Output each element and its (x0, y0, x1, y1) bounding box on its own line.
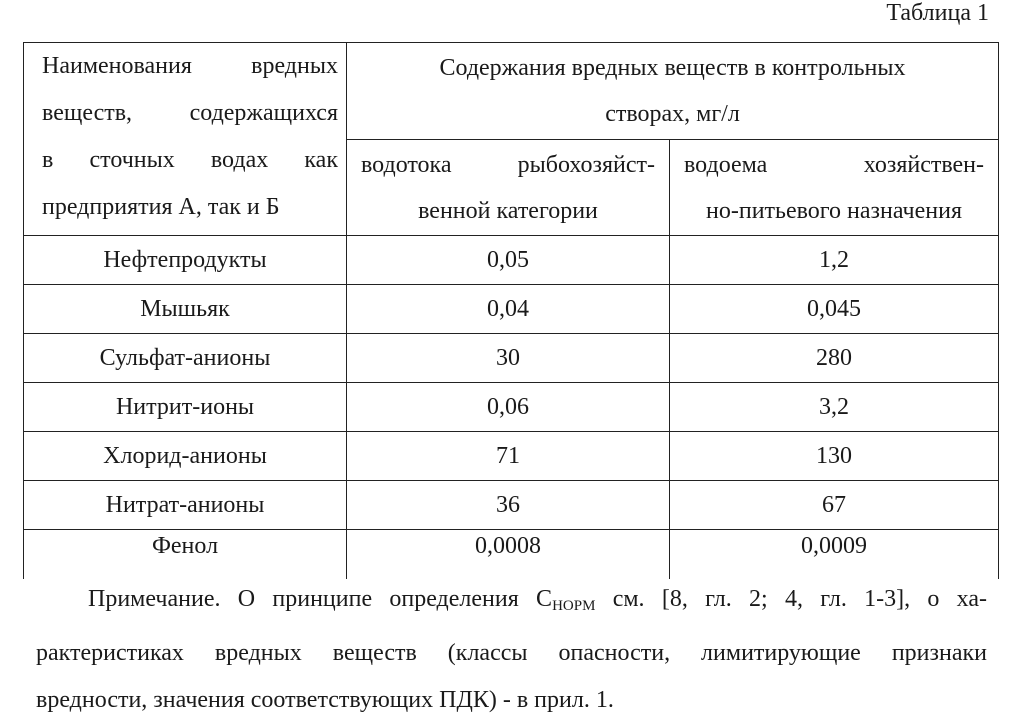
drinking-value: 130 (670, 432, 999, 481)
substance-name: Нитрат-анионы (24, 481, 347, 530)
substance-name: Сульфат-анионы (24, 334, 347, 383)
fishery-value: 30 (347, 334, 670, 383)
fishery-value: 0,0008 (347, 530, 670, 580)
substance-name: Нефтепродукты (24, 236, 347, 285)
drinking-value: 1,2 (670, 236, 999, 285)
table-row (24, 432, 999, 481)
drinking-value: 280 (670, 334, 999, 383)
fishery-value: 0,06 (347, 383, 670, 432)
table-row (24, 334, 999, 383)
header-name-line: предприятия А, так и Б (42, 194, 280, 220)
note-line: рактеристиках вредных веществ (классы опасности, лимитирующие признаки (36, 640, 987, 666)
drinking-value: 0,0009 (670, 530, 999, 580)
table-row (24, 481, 999, 530)
note-line (36, 576, 987, 630)
harmful-substances-table (23, 42, 999, 579)
header-sub-line: водоема хозяйствен- (684, 151, 985, 178)
fishery-value: 0,04 (347, 285, 670, 334)
table-note (36, 576, 987, 724)
header-concentration-line: створах, мг/л (605, 101, 740, 127)
header-name-line: веществ, содержащихся (42, 100, 338, 126)
header-drinking-reservoir (670, 140, 999, 236)
substance-name: Мышьяк (24, 285, 347, 334)
norm-subscript: НОРМ (552, 598, 596, 614)
header-sub-line: водотока рыбохозяйст- (361, 151, 655, 178)
note-line: вредности, значения соответствующих ПДК) - в прил. 1. (36, 687, 614, 713)
header-concentration (347, 43, 999, 140)
header-sub-line: но-питьевого назначения (706, 197, 962, 224)
table-row (24, 236, 999, 285)
substance-name: Фенол (24, 530, 347, 580)
drinking-value: 3,2 (670, 383, 999, 432)
table-row (24, 530, 999, 580)
substance-name: Нитрит-ионы (24, 383, 347, 432)
header-fishery-watercourse (347, 140, 670, 236)
fishery-value: 36 (347, 481, 670, 530)
table-row (24, 383, 999, 432)
header-substance-name (24, 43, 347, 236)
substance-name: Хлорид-анионы (24, 432, 347, 481)
header-name-line: в сточных водах как (42, 147, 338, 173)
header-sub-line: венной категории (418, 197, 598, 224)
note-text: Примечание. О принципе определения С (88, 586, 553, 612)
table-row (24, 285, 999, 334)
fishery-value: 0,05 (347, 236, 670, 285)
fishery-value: 71 (347, 432, 670, 481)
header-concentration-line: Содержания вредных веществ в контрольных (439, 55, 906, 81)
drinking-value: 0,045 (670, 285, 999, 334)
drinking-value: 67 (670, 481, 999, 530)
note-text: см. [8, гл. 2; 4, гл. 1-3], о ха- (595, 586, 988, 612)
header-name-line: Наименования вредных (42, 53, 338, 79)
table-number-label: Таблица 1 (886, 0, 989, 26)
